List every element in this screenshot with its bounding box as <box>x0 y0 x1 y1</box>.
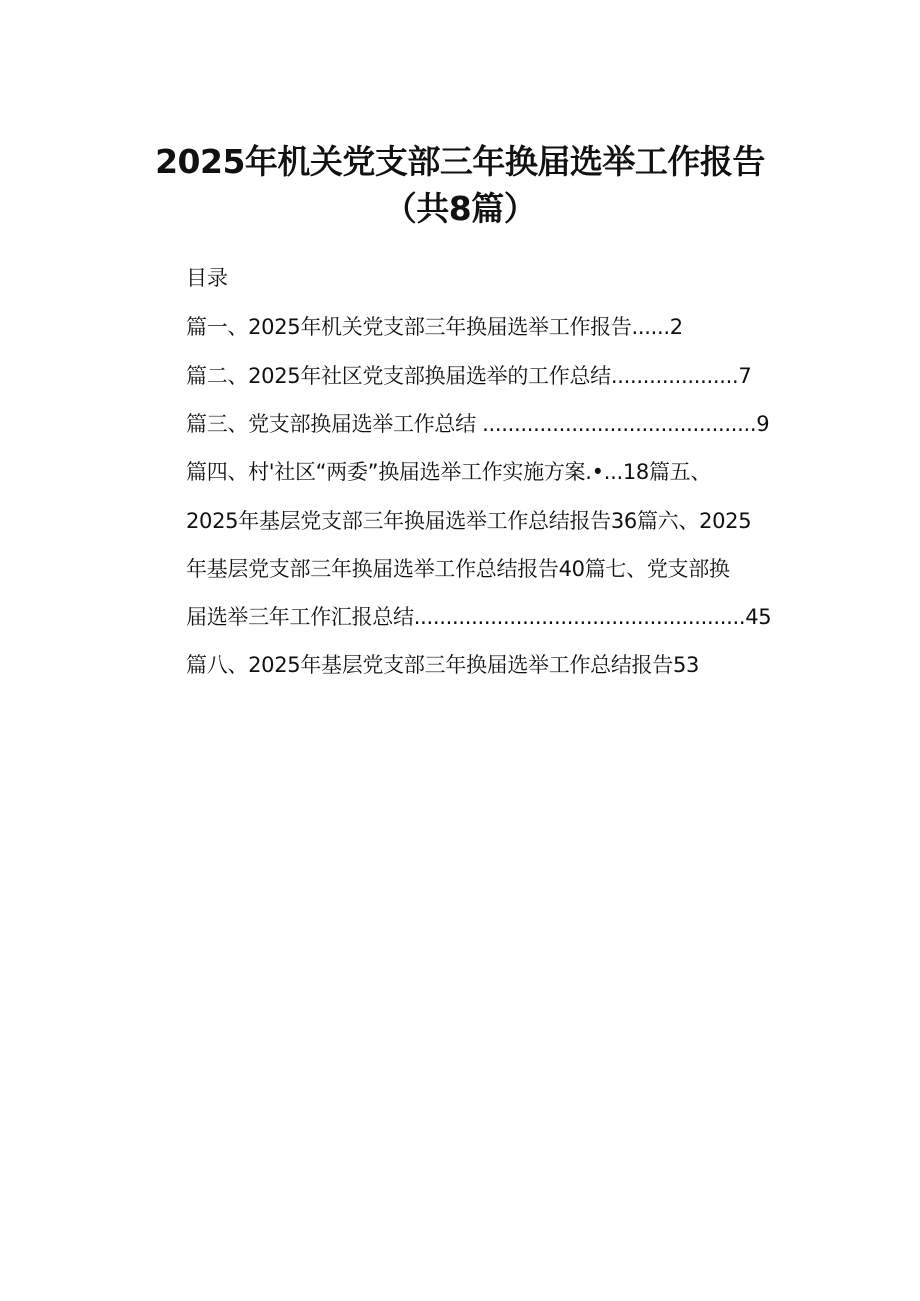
toc-line[interactable]: 篇八、2025年基层党支部三年换届选举工作总结报告53 <box>186 653 700 677</box>
toc-line[interactable]: 年基层党支部三年换届选举工作总结报告40篇七、党支部换 <box>186 557 730 581</box>
document-title: 2025年机关党支部三年换届选举工作报告 <box>155 142 765 181</box>
toc-line[interactable]: 篇一、2025年机关党支部三年换届选举工作报告......2 <box>186 315 683 339</box>
toc-line[interactable]: 篇四、村'社区“两委”换届选举工作实施方案.•...18篇五、 <box>186 460 712 484</box>
toc-line[interactable]: 届选举三年工作汇报总结....................................................45 <box>186 605 772 629</box>
document-subtitle: （共8篇） <box>383 189 537 228</box>
toc-line[interactable]: 篇二、2025年社区党支部换届选举的工作总结....................7 <box>186 364 752 388</box>
toc-heading: 目录 <box>186 266 228 290</box>
toc-line[interactable]: 2025年基层党支部三年换届选举工作总结报告36篇六、2025 <box>186 509 752 533</box>
toc-line[interactable]: 篇三、党支部换届选举工作总结 ...........................................9 <box>186 412 770 436</box>
